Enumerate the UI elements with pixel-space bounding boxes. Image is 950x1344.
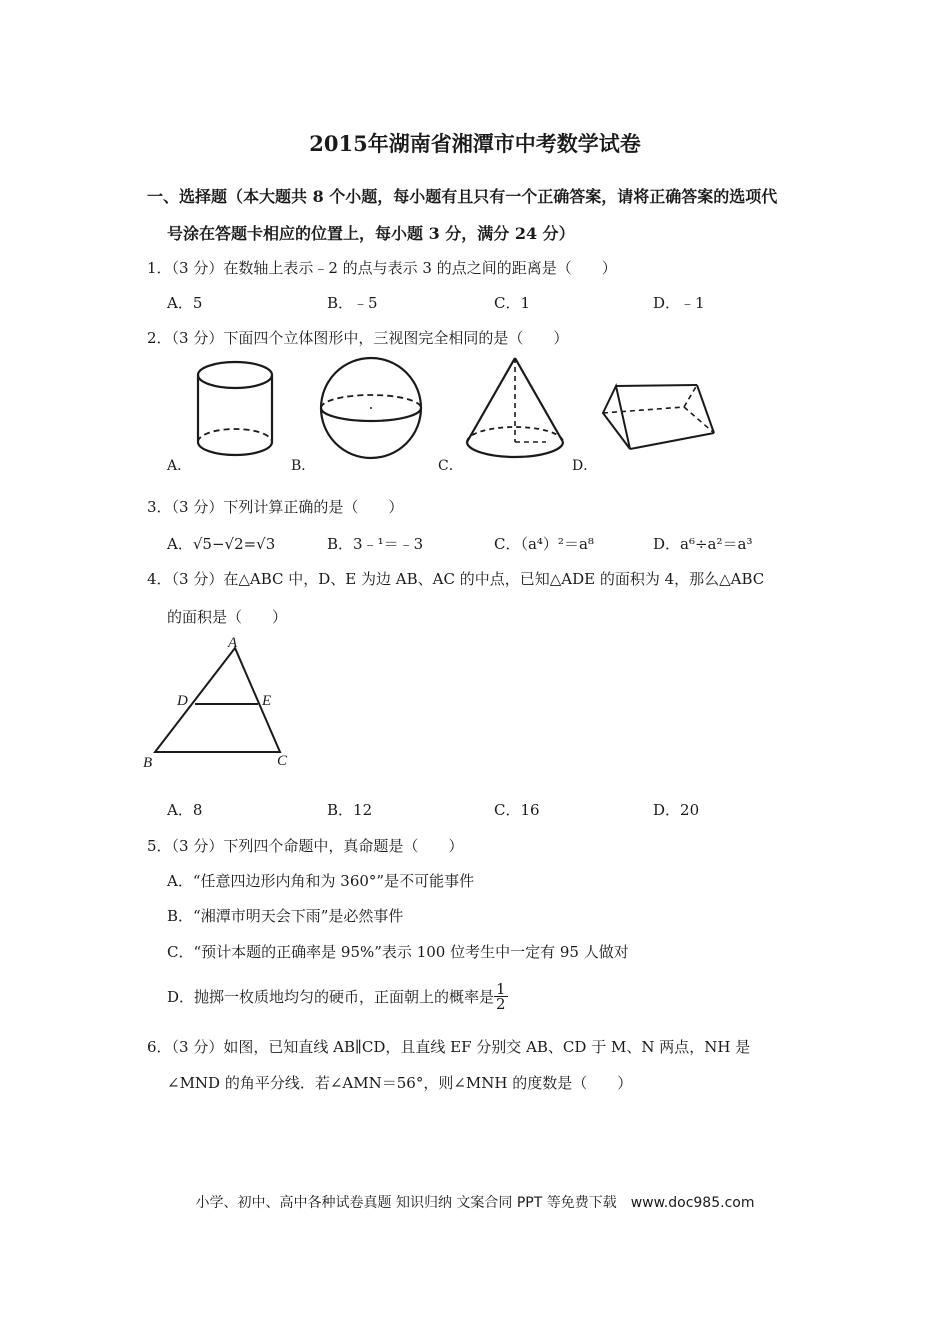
q3-option-c: C．（a⁴）²＝a⁸ bbox=[494, 535, 594, 553]
q2-label-a: A． bbox=[167, 458, 192, 474]
vertex-label-e: E bbox=[262, 693, 272, 709]
q4-option-b: B．12 bbox=[327, 801, 373, 819]
q3-option-a-expr: √5−√2=√3 bbox=[192, 535, 276, 553]
question-4-stem-line1: 4．（3 分）在△ABC 中，D、E 为边 AB、AC 的中点，已知△ADE 的面积为 4，那么△ABC bbox=[147, 570, 765, 588]
q1-option-d: D．﹣1 bbox=[653, 294, 705, 312]
q2-label-b: B． bbox=[291, 458, 316, 474]
q3-option-d: D．a⁶÷a²＝a³ bbox=[653, 535, 753, 553]
question-3-stem: 3．（3 分）下列计算正确的是（ ） bbox=[147, 498, 404, 516]
section-heading-line1: 一、选择题（本大题共 8 个小题，每小题有且只有一个正确答案，请将正确答案的选项代 bbox=[147, 187, 778, 206]
q1-option-a: A．5 bbox=[167, 294, 203, 312]
question-1-stem: 1．（3 分）在数轴上表示﹣2 的点与表示 3 的点之间的距离是（ ） bbox=[147, 259, 617, 277]
question-5-stem: 5．（3 分）下列四个命题中，真命题是（ ） bbox=[147, 837, 464, 855]
q4-option-d: D．20 bbox=[653, 801, 700, 819]
q3-option-a bbox=[167, 533, 275, 554]
vertex-label-d: D bbox=[177, 693, 188, 709]
q5-option-b: B．“湘潭市明天会下雨”是必然事件 bbox=[167, 907, 404, 925]
question-4-stem-line2: 的面积是（ ） bbox=[167, 608, 288, 626]
q1-option-b: B．﹣5 bbox=[327, 294, 378, 312]
question-6-stem-line1: 6．（3 分）如图，已知直线 AB∥CD，且直线 EF 分别交 AB、CD 于 M、N 两点，NH 是 bbox=[147, 1038, 751, 1056]
fraction-one-half bbox=[494, 982, 508, 1011]
section-heading-line2: 号涂在答题卡相应的位置上，每小题 3 分，满分 24 分） bbox=[167, 224, 575, 243]
triangle-abc-figure bbox=[140, 632, 300, 772]
vertex-label-a: A bbox=[228, 635, 238, 651]
q4-option-a: A．8 bbox=[167, 801, 203, 819]
q3-option-a-prefix: A． bbox=[167, 535, 193, 553]
cone-figure bbox=[462, 355, 567, 465]
fraction-numerator: 1 bbox=[496, 980, 506, 998]
question-2-stem: 2．（3 分）下面四个立体图形中，三视图完全相同的是（ ） bbox=[147, 329, 569, 347]
vertex-label-b: B bbox=[143, 755, 153, 771]
q2-label-c: C． bbox=[438, 458, 463, 474]
q4-option-c: C．16 bbox=[494, 801, 540, 819]
page-title: 2015年湖南省湘潭市中考数学试卷 bbox=[309, 131, 641, 156]
footer-advertisement: 小学、初中、高中各种试卷真题 知识归纳 文案合同 PPT 等免费下载 www.doc985.com bbox=[195, 1195, 755, 1211]
question-6-stem-line2: ∠MND 的角平分线．若∠AMN＝56°，则∠MNH 的度数是（ ） bbox=[167, 1074, 633, 1092]
q5-option-c: C．“预计本题的正确率是 95%”表示 100 位考生中一定有 95 人做对 bbox=[167, 943, 629, 961]
q5-option-d-text: D．抛掷一枚质地均匀的硬币，正面朝上的概率是 bbox=[167, 988, 495, 1006]
q2-label-d: D． bbox=[572, 458, 598, 474]
q3-option-b: B．3﹣¹＝﹣3 bbox=[327, 535, 424, 553]
fraction-denominator: 2 bbox=[496, 995, 506, 1013]
triangular-prism-figure bbox=[598, 380, 718, 460]
q1-option-c: C．1 bbox=[494, 294, 531, 312]
q5-option-a: A．“任意四边形内角和为 360°”是不可能事件 bbox=[167, 872, 475, 890]
sphere-figure bbox=[318, 355, 428, 465]
q5-option-d bbox=[167, 982, 508, 1011]
vertex-label-c: C bbox=[277, 753, 288, 769]
cylinder-figure bbox=[190, 355, 290, 467]
